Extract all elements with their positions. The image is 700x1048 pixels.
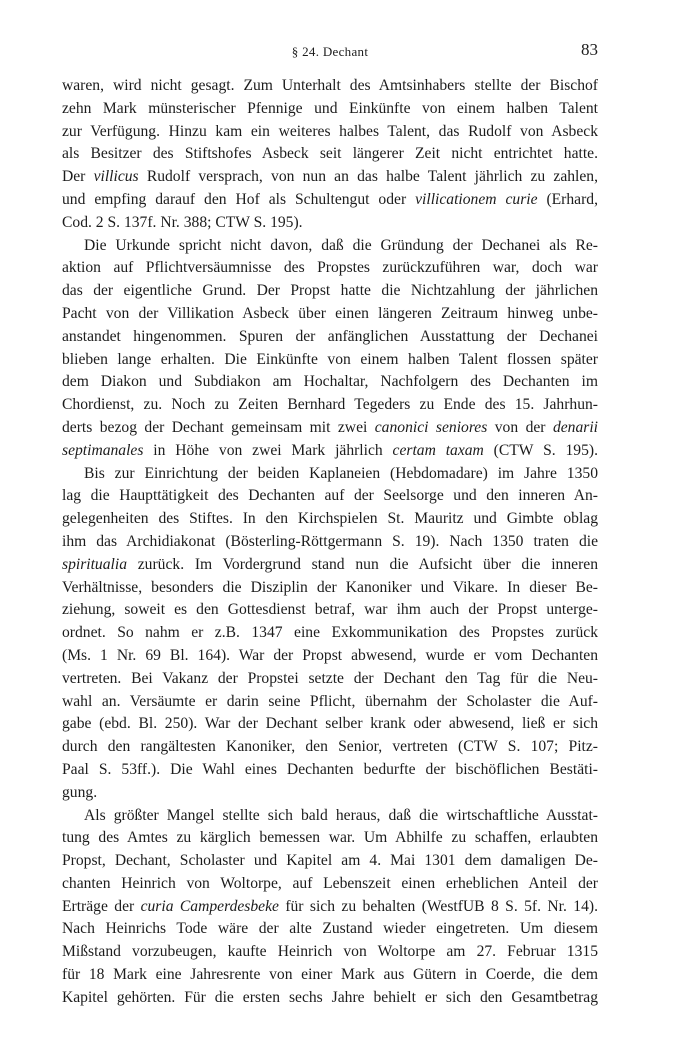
text-segment: derts bezog der Dechant gemeinsam mit zwei (62, 418, 375, 436)
text-line: Als größter Mangel stellte sich bald heraus, daß die wirtschaftliche Ausstat- (84, 806, 598, 824)
text-line: vertreten. Bei Vakanz der Propstei setzte der Dechant den Tag für die Neu- (62, 669, 598, 687)
text-line: gung. (62, 783, 98, 801)
italic-term: villicationem curie (415, 190, 538, 208)
text-line: chanten Heinrich von Woltorpe, auf Lebenszeit einen erheblichen Anteil der (62, 874, 598, 892)
italic-term: curia Camperdesbeke (140, 897, 279, 915)
text-line: Chordienst, zu. Noch zu Zeiten Bernhard Tegeders zu Ende des 15. Jahrhun- (62, 396, 598, 414)
text-line: ziehung, soweit es den Gottesdienst betraf, war ihm auch der Propst unterge- (62, 601, 598, 619)
text-line (62, 554, 598, 577)
text-segment: (CTW S. 195). (483, 441, 598, 459)
text-line: für 18 Mark eine Jahresrente von einer Mark aus Gütern in Coerde, die dem (62, 966, 598, 984)
text-line: Pacht von der Villikation Asbeck über einen längeren Zeitraum hinweg unbe- (62, 304, 598, 322)
text-segment: und empfing darauf den Hof als Schultengut oder (62, 190, 416, 208)
text-line: wahl an. Versäumte er darin seine Pflicht, übernahm der Scholaster die Auf- (62, 692, 598, 710)
text-line: lag die Haupttätigkeit des Dechanten auf der Seelsorge und den inneren An- (62, 487, 598, 505)
text-segment: Erträge der (62, 897, 141, 915)
text-segment: in Höhe von zwei Mark jährlich (143, 441, 393, 459)
text-line: Bis zur Einrichtung der beiden Kaplaneien (Hebdomadare) im Jahre 1350 (84, 464, 598, 482)
text-segment: Rudolf versprach, von nun an das halbe Talent jährlich zu zahlen, (138, 168, 599, 186)
text-line: Paal S. 53ff.). Die Wahl eines Dechanten bedurfte der bischöflichen Bestäti- (62, 760, 598, 778)
text-line: Die Urkunde spricht nicht davon, daß die Gründung der Dechanei als Re- (84, 236, 598, 254)
text-line: Nach Heinrichs Tode wäre der alte Zustand wieder eingetreten. Um diesem (62, 920, 598, 938)
text-line: zehn Mark münsterischer Pfennige und Einkünfte von einem halben Talent (62, 99, 598, 117)
text-line (62, 417, 598, 440)
text-line (62, 896, 598, 919)
text-line: blieben lange erhalten. Die Einkünfte von einem halben Talent flossen später (62, 350, 598, 368)
text-line: (Ms. 1 Nr. 69 Bl. 164). War der Propst abwesend, wurde er vom Dechanten (62, 646, 598, 664)
text-line: das der eigentliche Grund. Der Propst hatte die Nichtzahlung der jährlichen (62, 282, 598, 300)
text-line: gelegenheiten des Stiftes. In den Kirchspielen St. Mauritz und Gimbte oblag (62, 510, 598, 528)
text-segment: Der (62, 168, 94, 186)
text-segment: zurück. Im Vordergrund stand nun die Aufsicht über die inneren (127, 555, 598, 573)
text-line (62, 166, 598, 189)
text-line: ordnet. So nahm er z.B. 1347 eine Exkommunikation des Propstes zurück (62, 624, 598, 642)
italic-term: canonici seniores (374, 418, 488, 436)
page-number: 83 (581, 40, 598, 59)
italic-term: certam taxam (392, 441, 484, 459)
italic-term: villicus (93, 168, 139, 186)
text-line: tung des Amtes zu kärglich bemessen war. Um Abhilfe zu schaffen, erlaubten (62, 829, 598, 847)
text-line: zur Verfügung. Hinzu kam ein weiteres halbes Talent, das Rudolf von Asbeck (62, 122, 598, 140)
text-line: aktion auf Pflichtversäumnisse des Propstes zurückzuführen war, doch war (62, 259, 598, 277)
text-line: Kapitel gehörten. Für die ersten sechs Jahre behielt er sich den Gesamtbetrag (62, 988, 598, 1006)
page-header (62, 40, 598, 62)
text-line: Verhältnisse, besonders die Disziplin der Kanoniker und Vikare. In dieser Be- (62, 578, 598, 596)
text-line: durch den rangältesten Kanoniker, den Senior, vertreten (CTW S. 107; Pitz- (62, 738, 598, 756)
text-segment: von der (487, 418, 553, 436)
text-line: ihm das Archidiakonat (Bösterling-Röttgermann S. 19). Nach 1350 traten die (62, 532, 598, 550)
text-segment: (Erhard, (537, 190, 598, 208)
text-segment: für sich zu behalten (WestfUB 8 S. 5f. Nr. 14). (278, 897, 598, 915)
text-line: dem Diakon und Subdiakon am Hochaltar, Nachfolgern des Dechanten im (62, 373, 598, 391)
running-head: § 24. Dechant (291, 44, 369, 59)
text-line: Propst, Dechant, Scholaster und Kapitel am 4. Mai 1301 dem damaligen De- (62, 852, 598, 870)
italic-term: denarii (552, 418, 598, 436)
text-line: Cod. 2 S. 137f. Nr. 388; CTW S. 195). (62, 213, 303, 231)
text-line: waren, wird nicht gesagt. Zum Unterhalt des Amtsinhabers stellte der Bischof (62, 77, 598, 94)
text-line: als Besitzer des Stiftshofes Asbeck seit längerer Zeit nicht entrichtet hatte. (62, 145, 598, 163)
body-text (62, 75, 598, 1010)
text-line (62, 440, 598, 463)
text-line (62, 189, 598, 212)
text-line: Mißstand vorzubeugen, kaufte Heinrich von Woltorpe am 27. Februar 1315 (62, 943, 598, 961)
text-line: gabe (ebd. Bl. 250). War der Dechant selber krank oder abwesend, ließ er sich (62, 715, 598, 733)
text-line: anstandet hingenommen. Spuren der anfänglichen Ausstattung der Dechanei (62, 327, 598, 345)
italic-term: spiritualia (62, 555, 127, 573)
italic-term: septimanales (62, 441, 144, 459)
